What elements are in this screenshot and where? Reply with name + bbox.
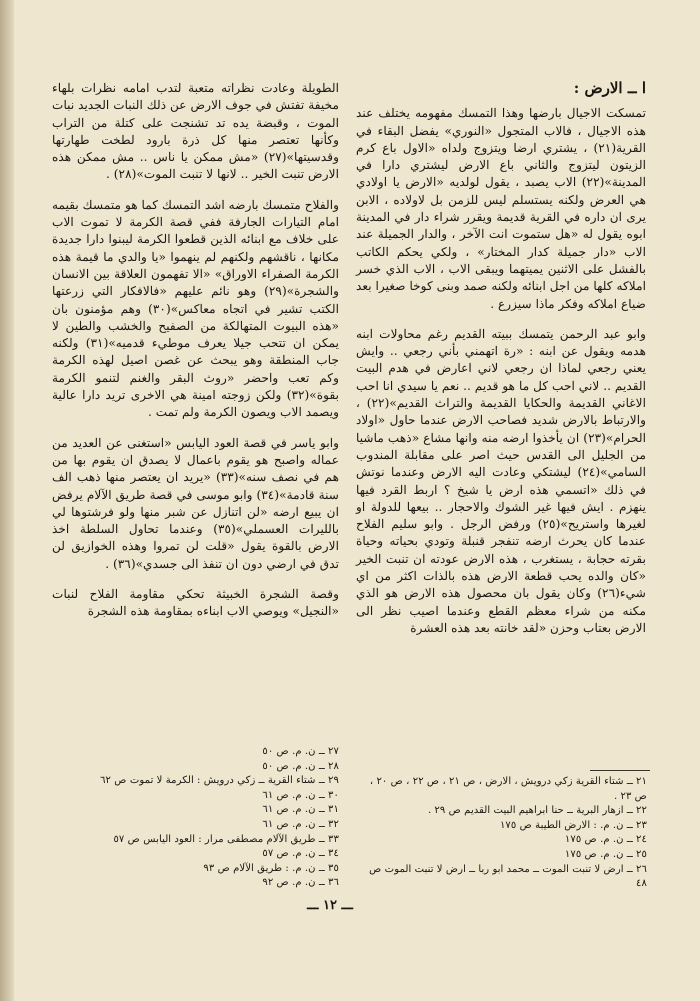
- left-footnotes: [52, 745, 339, 891]
- footnote: ٣٣ ــ طريق الآلام مصطفى مرار : العود اليابس ص ٥٧: [113, 833, 339, 845]
- left-text-column: [52, 80, 339, 634]
- footnote: ٢٧ ــ ن. م. ص ٥٠: [262, 746, 339, 757]
- footnote: ٣١ ــ ن. م. ص ٦١: [262, 804, 339, 816]
- right-text-column: [356, 80, 646, 650]
- footnote-separator: [590, 770, 650, 771]
- section-heading: ا ــ الارض :: [573, 79, 646, 97]
- page-number: ـــ ١٢ ـــ: [307, 898, 353, 913]
- footnote: ٢٨ ــ ن. م. ص ٥٠: [262, 760, 339, 772]
- footnote: ٢١ ــ شتاء القرية زكي درويش ، الارض ، ص ٢١ ، ص ٢٢ ، ص ٢٠ ، ص ٢٣ .: [369, 776, 647, 802]
- footnote: ٣٢ ــ ن. م. ص ٦١: [262, 818, 339, 830]
- paragraph: وابو عبد الرحمن يتمسك ببيته القديم رغم محاولات ابنه هدمه ويقول عن ابنه : «رة اتهمني بأني رجعي .. وايش يعني رجعي لماذا ان رجعي لاني اعارض في هدم البيت القديم .. لاني احب كل ما هو قديم .. نعم يا سيدي انا احب الاغاني القديمة والحكايا القديمة والتراث القديم»(٢٢) ، والارتباط بالارض شديد فصاحب الارض عندما حاول «اولاد الحرام»(٢٣) ان يأخذوا ارضه منه وانها مشاع «ذهب ماشيا من الجليل الى القدس حيث اصر على مقابلة المندوب السامي»(٢٤) ليشتكي وعادت اليه الارض وعندما نوتش في ذلك «اتسمي هذه ارض يا شيخ ؟ اربط القرد فيها ينهزم . ايش فيها غير الشوك والاحجار .. بيعها للدولة او لغيرها واستريح»(٢٥) ورفض الرجل . وابو سليم الفلاح عندما كان يحرث ارضه تنفجر قنبلة وتودي بحياته وحياة بقرته حجابة ، يستغرب ، هذه الارض عودته ان تنبت الخير «كان والده يحب قطعة الارض هذه بالذات اكثر من اي شيء(٢٦) وكان يقول بان محصول هذه الارض هو الذي مكنه من شراء معظم القطع وعندما اصيب نظر الى الارض بعتاب وحزن «لقد خانته بعد هذه العشرة: [356, 326, 646, 635]
- footnote: ٣٥ ــ ن. م. : طريق الآلام ص ٩٣: [203, 862, 339, 874]
- page-binding-shadow: [0, 0, 14, 1001]
- footnote: ٢٣ ــ ن. م. : الارض الطيبة ص ١٧٥: [499, 819, 647, 831]
- footnote: ٢٩ ــ شتاء القرية ــ زكي درويش : الكرمة لا تموت ص ٦٢: [100, 775, 339, 787]
- right-footnotes: [355, 775, 647, 892]
- paragraph: والفلاح متمسك بارضه اشد التمسك كما هو متمسك بقيمه امام التيارات الجارفة ففي قصة الكرمة لا تموت الاب على خلاف مع ابنائه الذين قطعوا الكرمة ليبنوا دارا جديدة مكانها ، ناقشهم ولكنهم لم ينهموا «يا والدي ما قيمة هذه الكرمة الصفراء الاوراق» «الا تفهمون العلاقة بين الانسان والشجرة»(٢٩) وهو نائم عليهم «فالافكار التي زرعتها الكتب تشير في اتجاه معاكس»(٣٠) وهم مؤمنون بان «هذه البيوت المتهالكة من الصفيح والخشب والطين لا يمكن ان تتحب جيلا يعرف موطيء قدميه»(٣١) ولكنه جاب المنطقة وهو يبحث عن غصن اصيل لهذه الكرمة وكم تعب واحضر «روث البقر والغنم لتنمو الكرمة بقوة»(٣٢) ولكن زوجته امينة هي الاخرى تريد دارا عالية ويصمد الاب ويصون الكرمة ولم تمت .: [51, 197, 340, 420]
- footnote: ٣٦ ــ ن. م. ص ٩٢: [262, 877, 339, 889]
- footnote: ٢٤ ــ ن. م. ص ١٧٥: [564, 834, 647, 846]
- paragraph: الطويلة وعادت نظراته متعبة لتدب امامه نظرات بلهاء مخيفة تفتش في جوف الارض عن ذلك النبات الجديد نبات الموت ، وقبضة يده تد تشنجت على كتلة من التراب وكأنها تعتصر منها كل ذرة بارود لطخت طهارتها وقدسيتها»(٢٧) «مش ممكن يا ناس .. مش ممكن هذه الارض تنبت الخير .. لانها لا تنبت الموت»(٢٨) .: [52, 81, 339, 182]
- footnote: ٣٠ ــ ن. م. ص ٦١: [262, 789, 339, 801]
- paragraph: وقصة الشجرة الخبيثة تحكي مقاومة الفلاح لنبات «النجيل» ويوصي الاب ابناءه بمقاومة هذه الشجرة: [52, 587, 339, 619]
- footnote: ٣٤ ــ ن. م. ص ٥٧: [262, 848, 339, 860]
- paragraph: وابو ياسر في قصة العود اليابس «استغنى عن العديد من عماله واصبح هو يقوم باعمال لا يصدق ان يقوم بها من هم في نصف سنه»(٣٣) «يريد ان يعتصر منها ذهب الف سنة قادمة»(٣٤) وابو موسى في قصة طريق الآلام يرفض ان يبيع ارضه «لن اتنازل عن شبر منها ولو فرشتوها لي بالليرات العسملي»(٣٥) وعندما تحاول السلطة اخذ الارض بالقوة يقول «قلت لن تمروا وهذه الخوازيق لن تدق في ارضي دون ان تنفذ الى جسدي»(٣٦) .: [52, 435, 340, 571]
- footnote: ٢٢ ــ ازهار البرية ــ حنا ابراهيم البيت القديم ص ٢٩ .: [427, 805, 647, 817]
- footnote: ٢٥ ــ ن. م. ص ١٧٥: [564, 848, 647, 860]
- footnote: ٢٦ ــ ارض لا تنبت الموت ــ محمد ابو ربا ــ ارض لا تنبت الموت ص ٤٨: [369, 863, 647, 890]
- paragraph: تمسكت الاجيال بارضها وهذا التمسك مفهومه يختلف عند هذه الاجيال ، فالاب المتجول «النوري» يفضل البقاء في القرية(٢١) ، يشتري ارضا ويتزوج ولداه «الاول باع كرم الزيتون ليتزوج والثاني باع الارض ليشتري دارا في المدينة»(٢٢) الاب يصبد ، يقول لولديه «الارض يا اولادي هي العرض ولكنه يستسلم ليس للزمن بل لاولاده ، الابن يرى ان داره في القرية قديمة ويقرر شراء دار في المدينة ابوه يقول له «هل ستموت انت الآخر ، والدار الجميلة عند الاب «دار جميلة كدار المختار» ، ولكي يحكم الكاتب بالفشل على الاثنين يميتهما ويبقى الاب ، الاب الذي خسر املاكه كلها من اجل ابنائه ولكنه صمد وبنى كوخا صغيرا بعد ضياع املاكه وفكر ماذا سيزرع .: [356, 106, 646, 311]
